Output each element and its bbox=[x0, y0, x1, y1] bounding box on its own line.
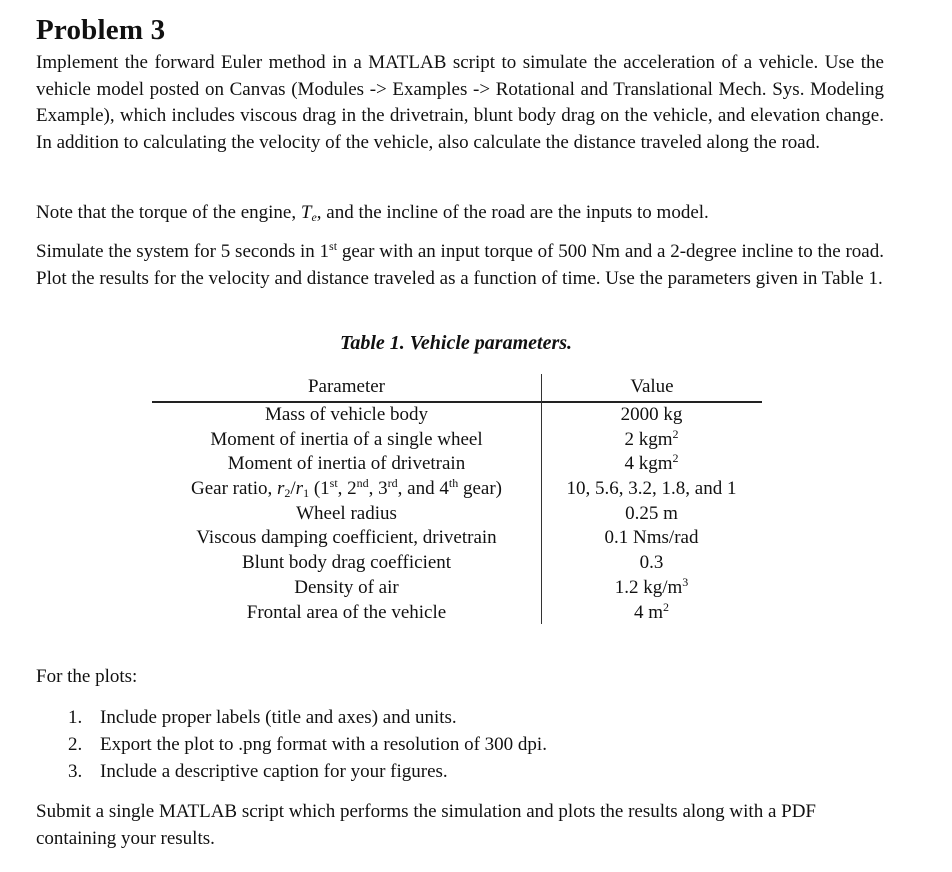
value-exponent: 3 bbox=[682, 574, 689, 589]
plot-requirements-list bbox=[68, 704, 547, 785]
value-text: 2 kgm bbox=[624, 428, 673, 450]
list-item bbox=[68, 704, 547, 731]
param-cell: Viscous damping coefficient, drivetrain bbox=[196, 527, 497, 549]
ordinal-text: , 3 bbox=[368, 478, 388, 500]
param-cell: Wheel radius bbox=[296, 502, 397, 524]
param-cell: Density of air bbox=[294, 576, 399, 598]
table-row bbox=[152, 576, 762, 601]
param-cell: Frontal area of the vehicle bbox=[246, 601, 447, 623]
value-cell bbox=[541, 428, 762, 453]
param-cell: Moment of inertia of drivetrain bbox=[227, 453, 466, 475]
param-cell: Moment of inertia of a single wheel bbox=[210, 428, 483, 450]
list-number: 1. bbox=[68, 707, 83, 728]
ordinal-sup: nd bbox=[356, 476, 369, 491]
ordinal-sup: th bbox=[448, 476, 459, 491]
ordinal-text: gear) bbox=[458, 478, 502, 500]
value-cell bbox=[541, 452, 762, 477]
table-row bbox=[152, 428, 762, 453]
value-text: 4 kgm bbox=[624, 453, 673, 475]
table-header-parameter: Parameter bbox=[307, 376, 385, 397]
ordinal-sup: st bbox=[329, 476, 338, 491]
intro-paragraph: Implement the forward Euler method in a MATLAB script to simulate the acceleration of a vehicle. Use the vehicle model posted on Canvas (Modules -> Examples -> Rotational and Translational Mech. Sys. Modeling Example), which includes viscous drag in the drivetrain, blunt body drag on the vehicle, and elevation change. In addition to calculating the velocity of the vehicle, also calculate the distance traveled along the road. bbox=[36, 52, 884, 153]
simulation-paragraph bbox=[36, 239, 884, 292]
list-text: Export the plot to .png format with a resolution of 300 dpi. bbox=[100, 734, 547, 755]
value-cell: 0.3 bbox=[639, 552, 664, 574]
value-cell: 0.25 m bbox=[625, 502, 678, 524]
list-item bbox=[68, 758, 547, 785]
note-text-before: Note that the torque of the engine, bbox=[36, 202, 301, 223]
r1-symbol: r bbox=[295, 478, 304, 500]
sim-ordinal-sup: st bbox=[329, 239, 338, 253]
r2-subscript: 2 bbox=[284, 486, 291, 501]
value-cell: 2000 kg bbox=[620, 404, 683, 425]
ordinal-sup: rd bbox=[387, 476, 398, 491]
sim-text-part1: Simulate the system for 5 seconds in 1 bbox=[36, 241, 330, 262]
value-cell: 0.1 Nms/rad bbox=[604, 527, 699, 549]
torque-subscript: e bbox=[311, 210, 317, 224]
param-cell-gear-ratio bbox=[152, 477, 541, 502]
table-header-value: Value bbox=[630, 376, 674, 397]
table-row bbox=[152, 502, 762, 527]
param-cell: Blunt body drag coefficient bbox=[241, 552, 452, 574]
value-exponent: 2 bbox=[672, 451, 679, 466]
problem-title: Problem 3 bbox=[36, 14, 166, 46]
table-row bbox=[152, 601, 762, 626]
list-number: 2. bbox=[68, 734, 83, 755]
table-row bbox=[152, 403, 762, 428]
value-text: 1.2 kg/m bbox=[614, 576, 683, 598]
value-exponent: 2 bbox=[663, 599, 670, 614]
list-item bbox=[68, 731, 547, 758]
inputs-note-paragraph bbox=[36, 200, 884, 227]
torque-symbol: T bbox=[300, 202, 312, 223]
value-text: 4 m bbox=[633, 601, 664, 623]
value-cell bbox=[541, 576, 762, 601]
list-number: 3. bbox=[68, 761, 83, 782]
ordinal-text: , and 4 bbox=[397, 478, 449, 500]
ordinal-text: (1 bbox=[309, 478, 330, 500]
r2-symbol: r bbox=[276, 478, 285, 500]
table-row bbox=[152, 526, 762, 551]
submission-paragraph: Submit a single MATLAB script which performs the simulation and plots the results along with a PDF containing your results. bbox=[36, 801, 816, 849]
sim-text-part2: gear with an input torque of 500 Nm and a 2-degree incline to the road. Plot the results for the velocity and distance traveled as a function of time. Use the parameters given in Table 1. bbox=[36, 241, 884, 289]
value-exponent: 2 bbox=[672, 426, 679, 441]
param-cell: Mass of vehicle body bbox=[264, 404, 429, 425]
r1-subscript: 1 bbox=[303, 486, 310, 501]
list-text: Include proper labels (title and axes) and units. bbox=[100, 707, 457, 728]
ordinal-text: , 2 bbox=[337, 478, 357, 500]
plots-intro: For the plots: bbox=[36, 666, 138, 687]
table-row bbox=[152, 452, 762, 477]
value-cell: 10, 5.6, 3.2, 1.8, and 1 bbox=[566, 478, 737, 500]
table-row bbox=[152, 477, 762, 502]
ratio-slash: / bbox=[290, 478, 296, 500]
table-caption: Table 1. Vehicle parameters. bbox=[339, 332, 573, 354]
table-row bbox=[152, 551, 762, 576]
vehicle-parameters-table bbox=[152, 374, 762, 626]
note-text-after: , and the incline of the road are the inputs to model. bbox=[316, 202, 709, 223]
list-text: Include a descriptive caption for your figures. bbox=[100, 761, 448, 782]
gear-ratio-label: Gear ratio, bbox=[191, 478, 277, 500]
value-cell bbox=[541, 601, 762, 626]
